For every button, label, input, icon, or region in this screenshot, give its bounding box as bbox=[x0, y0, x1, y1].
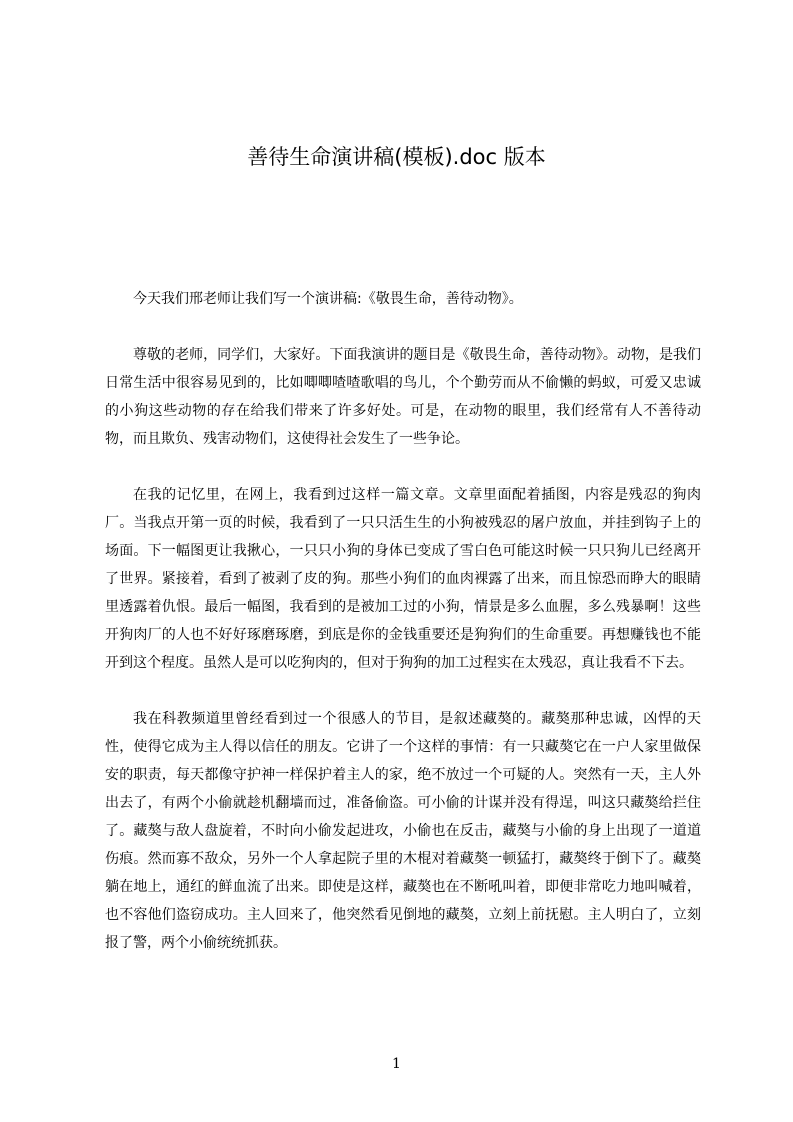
page-number: 1 bbox=[392, 1056, 401, 1072]
paragraph-intro: 今天我们邢老师让我们写一个演讲稿:《敬畏生命，善待动物》。 bbox=[133, 291, 523, 307]
paragraph-tibetan-mastiff: 我在科教频道里曾经看到过一个很感人的节目，是叙述藏獒的。藏獒那种忠诚，凶悍的天性，使得它成为主人得以信任的朋友。它讲了一个这样的事情：有一只藏獒它在一户人家里做保安的职责，每天都像守护神一样保护着主人的家，绝不放过一个可疑的人。突然有一天，主人外出去了，有两个小偷就趁机翻墙而过，准备偷盗。可小偷的计谋并没有得逞，叫这只藏獒给拦住了。藏獒与敌人盘旋着，不时向小偷发起进攻，小偷也在反击，藏獒与小偷的身上出现了一道道伤痕。然而寡不敌众，另外一个人拿起院子里的木棍对着藏獒一顿猛打，藏獒终于倒下了。藏獒躺在地上，通红的鲜血流了出来。即使是这样，藏獒也在不断吼叫着，即便非常吃力地叫喊着，也不容他们盗窃成功。主人回来了，他突然看见倒地的藏獒，立刻上前抚慰。主人明白了，立刻报了警，两个小偷统统抓获。 bbox=[105, 711, 701, 951]
document-body bbox=[105, 285, 701, 985]
paragraph-dog-meat-factory: 在我的记忆里，在网上，我看到过这样一篇文章。文章里面配着插图，内容是残忍的狗肉厂。当我点开第一页的时候，我看到了一只只活生生的小狗被残忍的屠户放血，并挂到钩子上的场面。下一幅图更让我揪心，一只只小狗的身体已变成了雪白色可能这时候一只只狗儿已经离开了世界。紧接着，看到了被剥了皮的狗。那些小狗们的血肉裸露了出来，而且惊恐而睁大的眼睛里透露着仇恨。最后一幅图，我看到的是被加工过的小狗，情景是多么血腥，多么残暴啊！这些开狗肉厂的人也不好好琢磨琢磨，到底是你的金钱重要还是狗狗们的生命重要。再想赚钱也不能开到这个程度。虽然人是可以吃狗肉的，但对于狗狗的加工过程实在太残忍，真让我看不下去。 bbox=[105, 487, 701, 671]
document-title: 善待生命演讲稿(模板).doc 版本 bbox=[247, 145, 546, 169]
paragraph-greeting: 尊敬的老师，同学们，大家好。下面我演讲的题目是《敬畏生命，善待动物》。动物，是我们日常生活中很容易见到的，比如唧唧喳喳歌唱的鸟儿，个个勤劳而从不偷懒的蚂蚁，可爱又忠诚的小狗这些动物的存在给我们带来了许多好处。可是，在动物的眼里，我们经常有人不善待动物，而且欺负、残害动物们，这使得社会发生了一些争论。 bbox=[105, 347, 701, 447]
